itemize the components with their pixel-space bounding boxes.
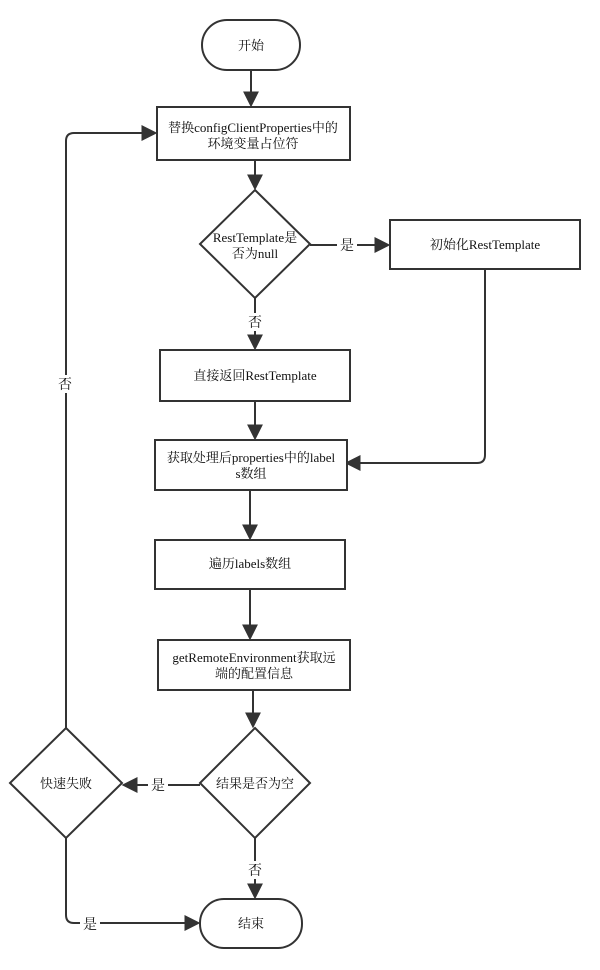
end-label: 结束 xyxy=(237,916,265,931)
edge-label-text: 是 xyxy=(340,239,354,254)
iterate-labels-label: 遍历labels数组 xyxy=(208,556,292,571)
start-label: 开始 xyxy=(237,38,265,53)
node-fast-fail xyxy=(10,728,122,838)
node-get-labels xyxy=(155,440,347,490)
resttemplate-null-check-label-line1: RestTemplate是 xyxy=(212,230,298,245)
node-init-resttemplate xyxy=(390,220,580,269)
edge-label-text: 否 xyxy=(248,864,262,879)
return-resttemplate-label: 直接返回RestTemplate xyxy=(193,368,317,383)
node-end xyxy=(200,899,302,948)
edge-label-text: 是 xyxy=(151,779,165,794)
edge-label-fastfail-no xyxy=(55,375,75,393)
edge-fastfail-to-end xyxy=(66,838,198,923)
get-remote-env-shape xyxy=(158,640,350,690)
resttemplate-null-check-label-line2: 否为null xyxy=(231,246,279,261)
result-empty-check-label: 结果是否为空 xyxy=(215,776,295,791)
get-remote-env-label-line1: getRemoteEnvironment获取远 xyxy=(172,650,336,665)
init-resttemplate-label: 初始化RestTemplate xyxy=(429,237,541,252)
node-start xyxy=(202,20,300,70)
edge-label-emptycheck-yes xyxy=(148,776,168,794)
edge-init-to-getlabels xyxy=(347,269,485,463)
edge-label-text: 否 xyxy=(58,378,72,393)
node-get-remote-env xyxy=(158,640,350,690)
edge-label-text: 是 xyxy=(83,918,97,933)
get-labels-label-line1: 获取处理后properties中的label xyxy=(166,450,336,465)
node-iterate-labels xyxy=(155,540,345,589)
edge-label-fastfail-yes xyxy=(80,915,100,933)
get-labels-label-line2: s数组 xyxy=(235,466,267,481)
replace-placeholders-label-line1: 替换configClientProperties中的 xyxy=(168,120,338,135)
node-return-resttemplate xyxy=(160,350,350,401)
node-result-empty-check xyxy=(200,728,310,838)
get-remote-env-label-line2: 端的配置信息 xyxy=(214,666,294,681)
replace-placeholders-label-line2: 环境变量占位符 xyxy=(207,136,299,151)
node-resttemplate-null-check xyxy=(200,190,310,298)
edge-label-emptycheck-no xyxy=(245,861,265,879)
edge-label-nullcheck-yes xyxy=(337,236,357,254)
node-replace-placeholders xyxy=(157,107,350,160)
edge-label-text: 否 xyxy=(248,316,262,331)
fast-fail-label: 快速失败 xyxy=(39,776,93,791)
get-labels-shape xyxy=(155,440,347,490)
edge-fastfail-to-replace xyxy=(66,133,155,728)
edge-label-nullcheck-no xyxy=(245,313,265,331)
